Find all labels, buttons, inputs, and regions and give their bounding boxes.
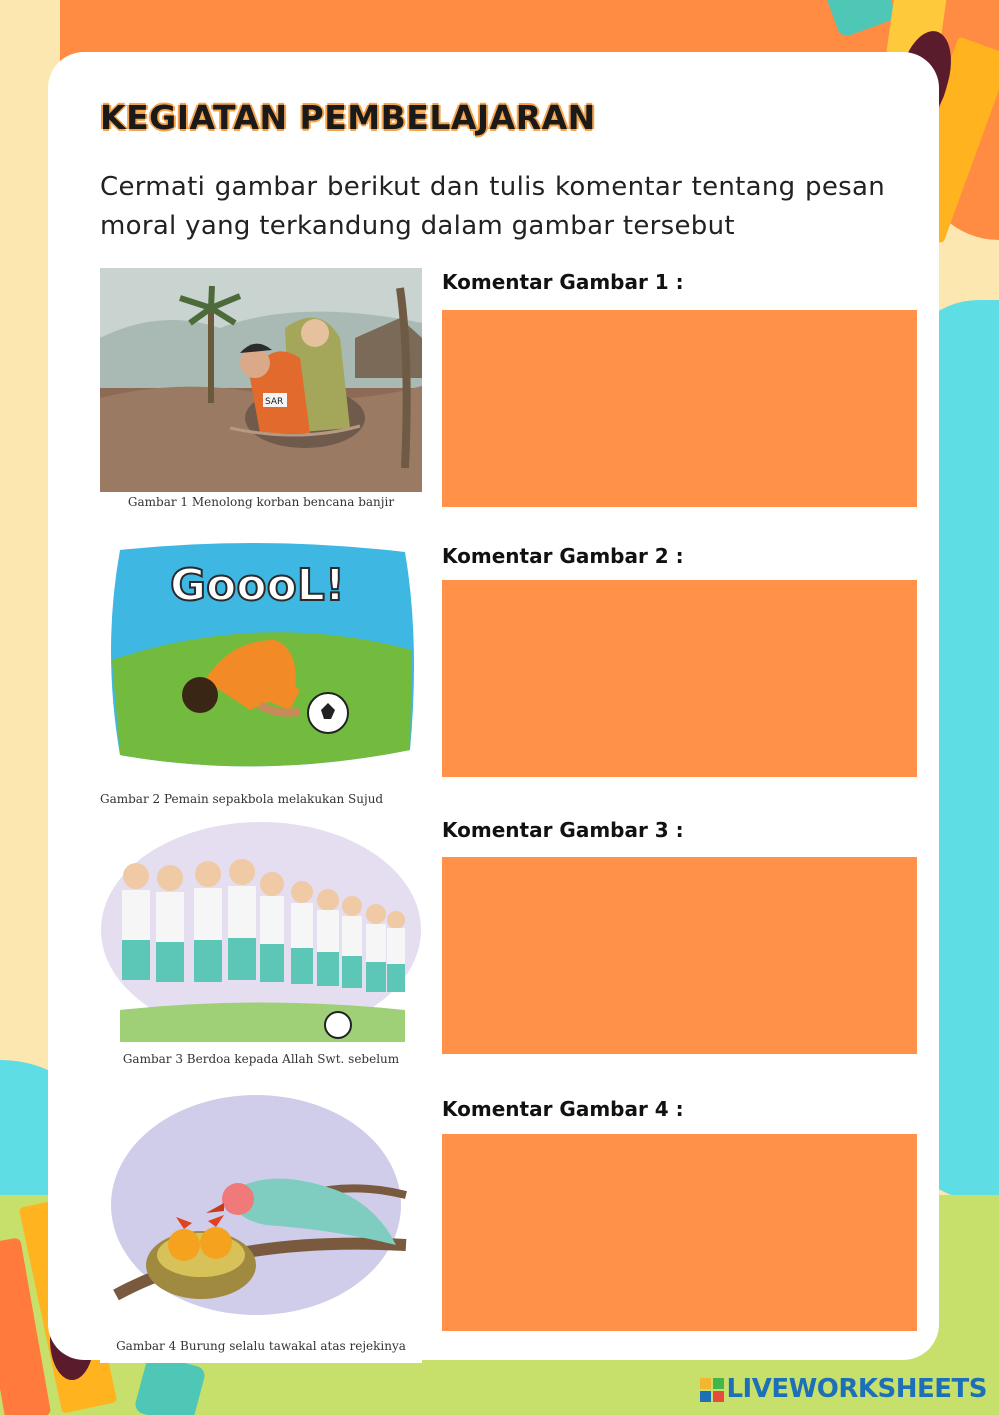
figure-1-caption: Gambar 1 Menolong korban bencana banjir xyxy=(127,495,395,509)
sar-vest-text: SAR xyxy=(265,397,284,407)
comment-label-4: Komentar Gambar 4 : xyxy=(442,1097,684,1121)
bird-feeding-illustration xyxy=(106,1095,416,1333)
footballer-sujud-illustration xyxy=(100,540,422,775)
figure-3 xyxy=(100,820,422,1070)
figure-4-caption: Gambar 4 Burung selalu tawakal atas rejekinya xyxy=(116,1339,406,1353)
figure-1 xyxy=(100,268,422,513)
figure-2-caption: Gambar 2 Pemain sepakbola melakukan Sujud xyxy=(100,792,384,806)
comment-input-3[interactable] xyxy=(442,857,917,1054)
figure-4 xyxy=(100,1095,422,1363)
liveworksheets-logo-icon xyxy=(700,1378,724,1402)
page-title: KEGIATAN PEMBELAJARAN xyxy=(100,98,596,137)
comment-input-1[interactable] xyxy=(442,310,917,507)
liveworksheets-logo[interactable] xyxy=(700,1374,987,1404)
comment-label-1: Komentar Gambar 1 : xyxy=(442,270,684,294)
comment-input-2[interactable] xyxy=(442,580,917,777)
comment-input-4[interactable] xyxy=(442,1134,917,1331)
comment-label-2: Komentar Gambar 2 : xyxy=(442,544,684,568)
figure-3-caption: Gambar 3 Berdoa kepada Allah Swt. sebelum xyxy=(122,1052,400,1066)
instruction-text: Cermati gambar berikut dan tulis komentar tentang pesan moral yang terkandung dalam gambar tersebut xyxy=(100,172,885,241)
team-praying-illustration xyxy=(100,820,422,1042)
flood-rescue-illustration xyxy=(100,268,422,492)
goal-shout-text: GoooL! xyxy=(170,560,345,611)
brand-name: LIVEWORKSHEETS xyxy=(726,1374,987,1404)
comment-label-3: Komentar Gambar 3 : xyxy=(442,818,684,842)
figure-2 xyxy=(100,540,422,810)
